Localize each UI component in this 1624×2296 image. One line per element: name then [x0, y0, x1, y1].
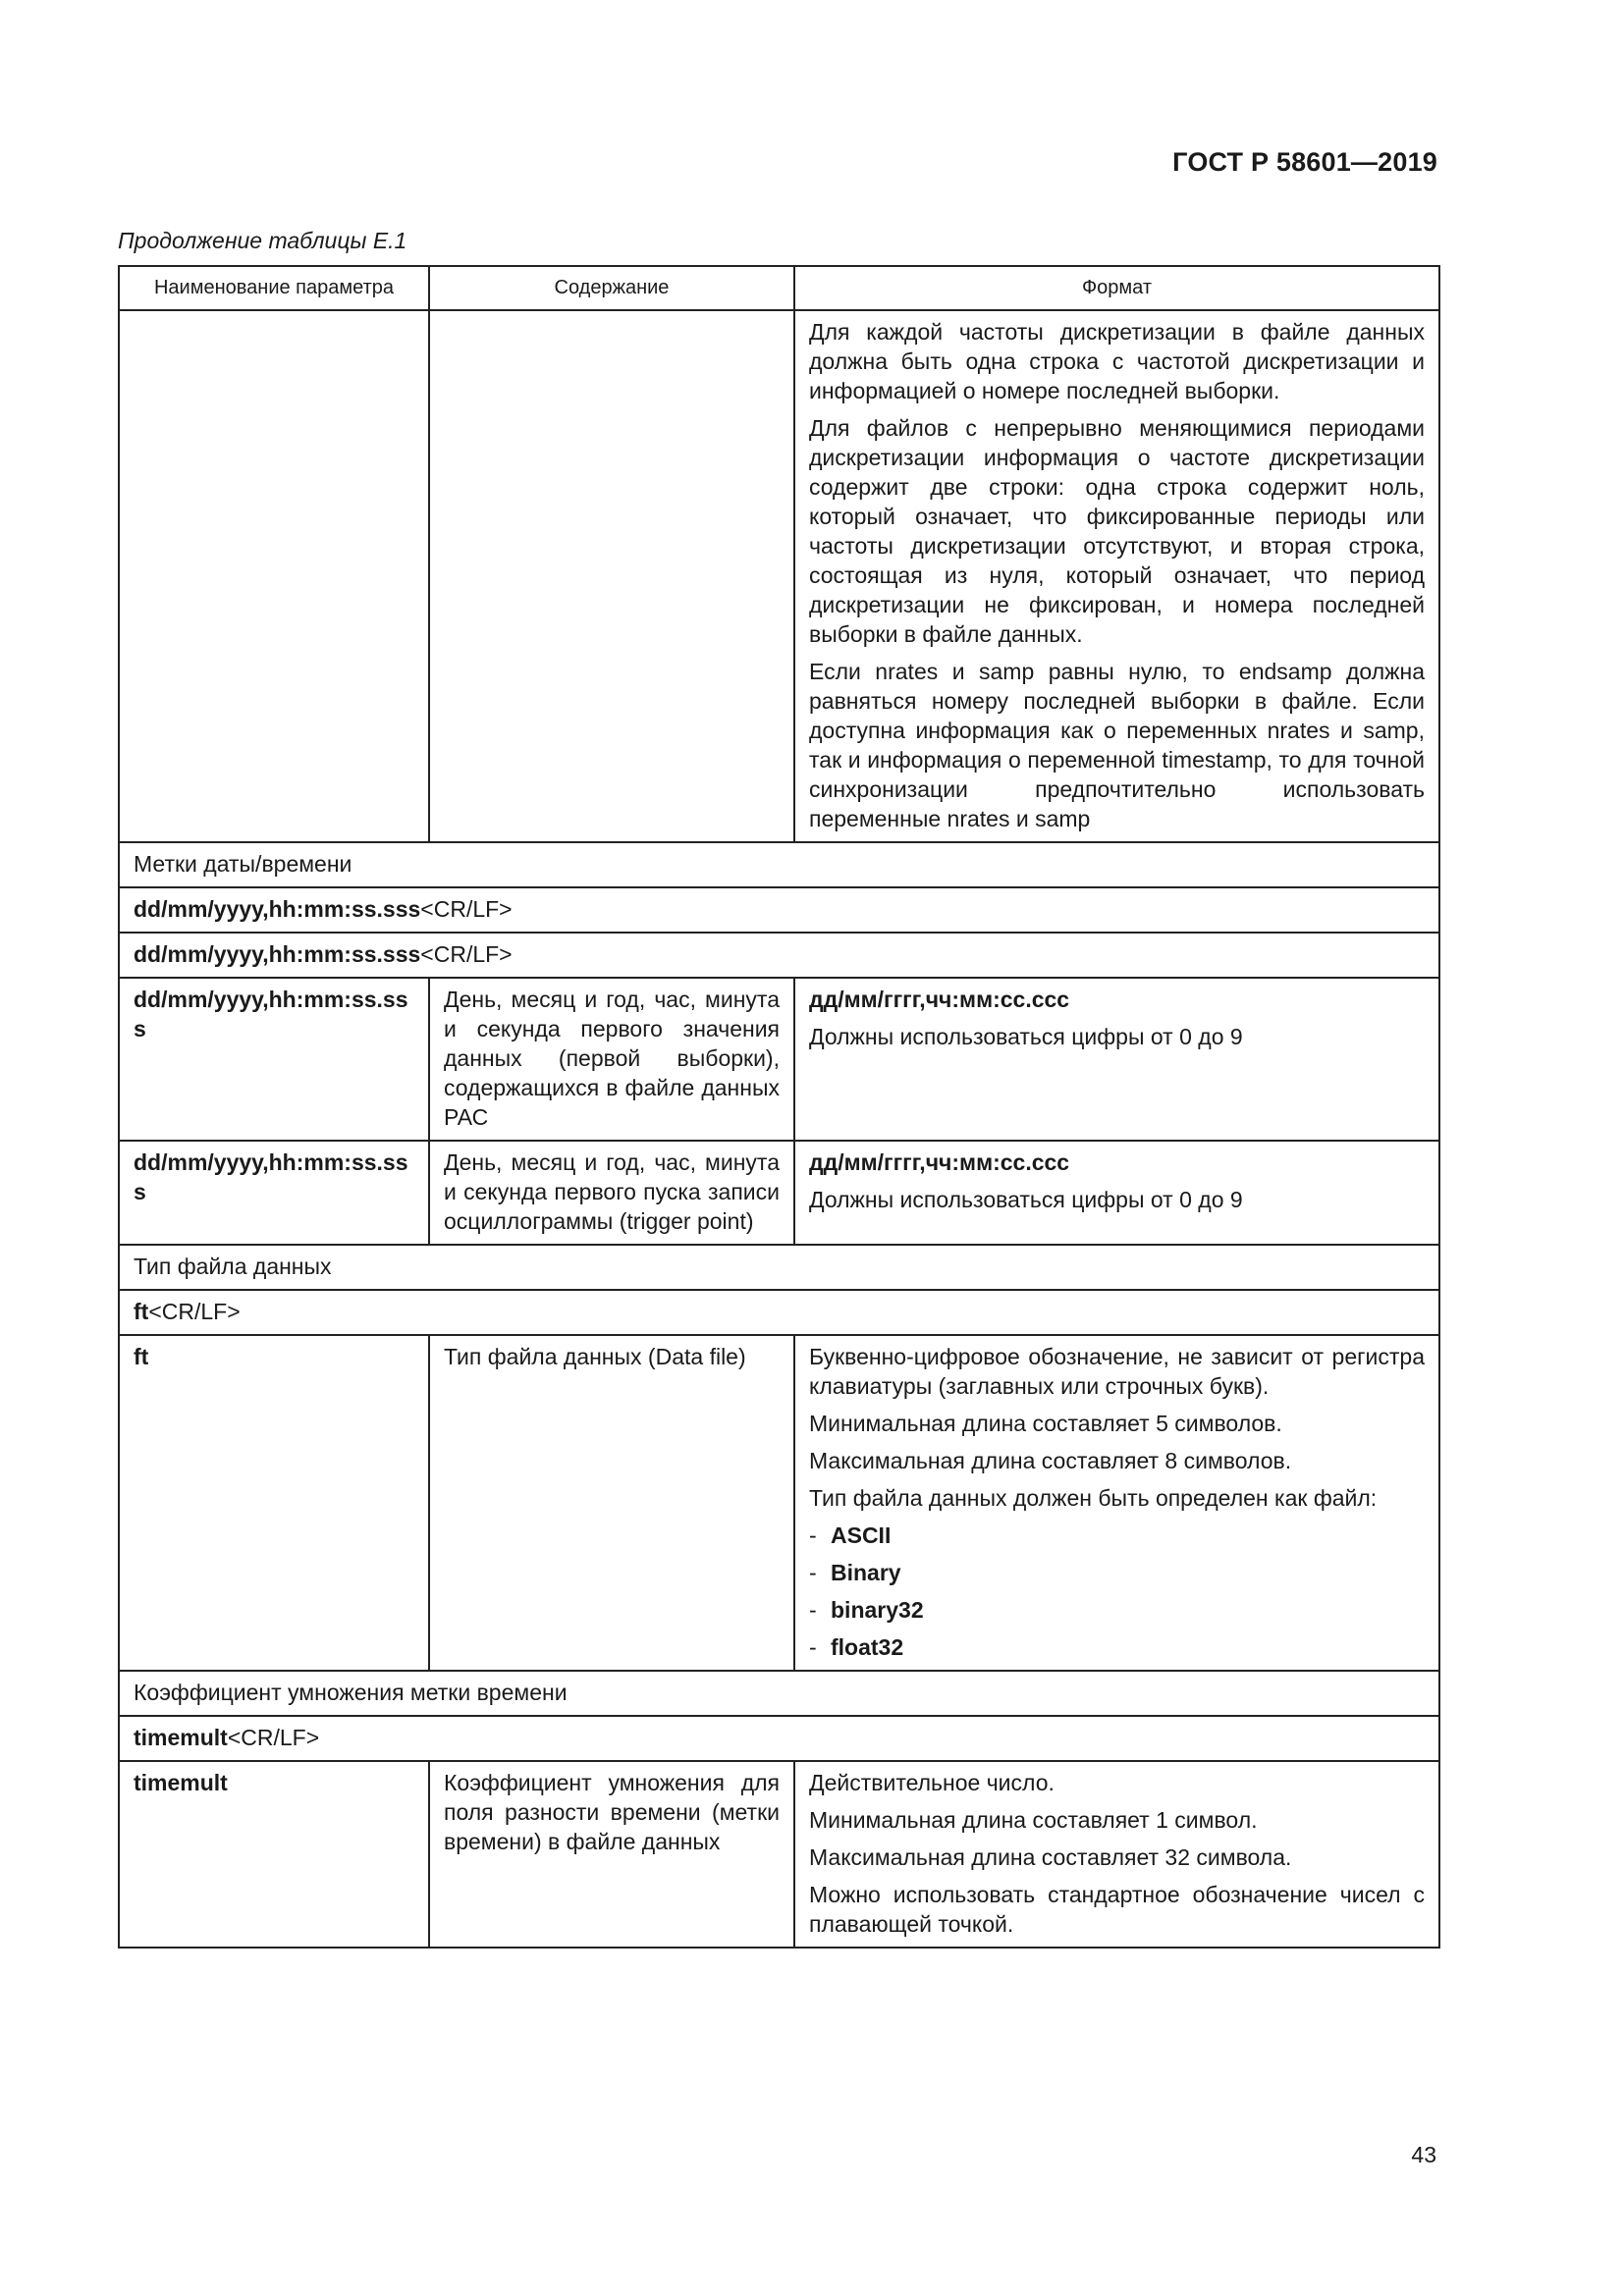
file-type-list: [809, 1521, 1425, 1662]
format-cell: [794, 978, 1439, 1141]
section-title-ft: Тип файла данных: [119, 1245, 1439, 1290]
list-item: [809, 1595, 1425, 1625]
syntax-line: [119, 887, 1439, 933]
syntax-terminator: <CR/LF>: [420, 896, 513, 922]
format-paragraph: Максимальная длина составляет 8 символов.: [809, 1448, 1292, 1473]
syntax-terminator: <CR/LF>: [227, 1725, 320, 1750]
content-cell: Тип файла данных (Data file): [429, 1335, 794, 1671]
syntax-keyword: ft: [134, 1299, 149, 1324]
format-paragraph: Буквенно-цифровое обозначение, не зависит от регистра клавиатуры (заглавных или строчных букв).: [809, 1344, 1425, 1399]
format-cell: [794, 310, 1439, 842]
syntax-terminator: <CR/LF>: [420, 941, 513, 967]
syntax-line: [119, 1716, 1439, 1761]
section-row: [119, 842, 1439, 887]
name-cell: timemult: [119, 1761, 429, 1948]
syntax-row: [119, 1290, 1439, 1335]
table-row: [119, 978, 1439, 1141]
table-row: [119, 1141, 1439, 1245]
column-header-format: Формат: [794, 266, 1439, 310]
table-header-row: [119, 266, 1439, 310]
name-cell: dd/mm/yyyy,hh:mm:ss.sss: [119, 978, 429, 1141]
content-cell: День, месяц и год, час, минута и секунда первого значения данных (первой выборки), содержащихся в файле данных РАС: [429, 978, 794, 1141]
syntax-row: [119, 1716, 1439, 1761]
format-pattern: дд/мм/гггг,чч:мм:сс.ссс: [809, 1149, 1070, 1175]
file-type-binary: Binary: [831, 1560, 901, 1585]
format-paragraph: Если nrates и samp равны нулю, то endsamp должна равняться номеру последней выборки в файле. Если доступна информация как о переменных nrates и samp, так и информация о переменной timestamp, то для точной синхронизации предпочтительно использовать переменные nrates и samp: [809, 659, 1425, 831]
format-paragraph: Максимальная длина составляет 32 символа.: [809, 1844, 1292, 1870]
column-header-content: Содержание: [429, 266, 794, 310]
format-pattern: дд/мм/гггг,чч:мм:сс.ссс: [809, 987, 1070, 1012]
page-number: 43: [1411, 2142, 1436, 2167]
dash-marker: -: [809, 1597, 817, 1623]
section-title-datetime: Метки даты/времени: [119, 842, 1439, 887]
section-row: [119, 1671, 1439, 1716]
name-cell: [119, 310, 429, 842]
section-row: [119, 1245, 1439, 1290]
list-item: [809, 1558, 1425, 1587]
syntax-line: [119, 933, 1439, 978]
format-paragraph: Минимальная длина составляет 5 символов.: [809, 1411, 1282, 1436]
format-cell: [794, 1335, 1439, 1671]
format-cell: [794, 1761, 1439, 1948]
format-paragraph: Действительное число.: [809, 1770, 1055, 1795]
dash-marker: -: [809, 1560, 817, 1585]
file-type-float32: float32: [831, 1634, 904, 1660]
syntax-row: [119, 933, 1439, 978]
syntax-line: [119, 1290, 1439, 1335]
syntax-row: [119, 887, 1439, 933]
syntax-keyword: dd/mm/yyyy,hh:mm:ss.sss: [134, 896, 421, 922]
table-caption: Продолжение таблицы Е.1: [118, 228, 407, 253]
document-header: ГОСТ Р 58601—2019: [1172, 147, 1437, 177]
dash-marker: -: [809, 1522, 817, 1548]
name-cell: ft: [119, 1335, 429, 1671]
name-cell: dd/mm/yyyy,hh:mm:ss.sss: [119, 1141, 429, 1245]
format-paragraph: Должны использоваться цифры от 0 до 9: [809, 1187, 1243, 1212]
format-cell: [794, 1141, 1439, 1245]
content-cell: Коэффициент умножения для поля разности времени (метки времени) в файле данных: [429, 1761, 794, 1948]
table-row: [119, 310, 1439, 842]
format-paragraph: Минимальная длина составляет 1 символ.: [809, 1807, 1258, 1833]
list-item: [809, 1632, 1425, 1662]
format-paragraph: Для файлов с непрерывно меняющимися периодами дискретизации информация о частоте дискретизации содержит две строки: одна строка содержит ноль, который означает, что фиксированные периоды или частоты дискретизации отсутствуют, и вторая строка, состоящая из нуля, который означает, что период дискретизации не фиксирован, и номера последней выборки в файле данных.: [809, 415, 1425, 647]
table-row: [119, 1761, 1439, 1948]
column-header-name: Наименование параметра: [119, 266, 429, 310]
content-cell: День, месяц и год, час, минута и секунда первого пуска записи осциллограммы (trigger point): [429, 1141, 794, 1245]
syntax-keyword: timemult: [134, 1725, 228, 1750]
parameters-table: [118, 265, 1440, 1949]
format-paragraph: Для каждой частоты дискретизации в файле данных должна быть одна строка с частотой дискретизации и информацией о номере последней выборки.: [809, 319, 1425, 403]
syntax-terminator: <CR/LF>: [148, 1299, 241, 1324]
format-paragraph: Можно использовать стандартное обозначение чисел с плавающей точкой.: [809, 1882, 1425, 1937]
syntax-keyword: dd/mm/yyyy,hh:mm:ss.sss: [134, 941, 421, 967]
format-paragraph: Тип файла данных должен быть определен как файл:: [809, 1485, 1378, 1511]
format-paragraph: Должны использоваться цифры от 0 до 9: [809, 1024, 1243, 1049]
file-type-ascii: ASCII: [831, 1522, 892, 1548]
list-item: [809, 1521, 1425, 1550]
dash-marker: -: [809, 1634, 817, 1660]
file-type-binary32: binary32: [831, 1597, 924, 1623]
content-cell: [429, 310, 794, 842]
table-row: [119, 1335, 1439, 1671]
section-title-timemult: Коэффициент умножения метки времени: [119, 1671, 1439, 1716]
